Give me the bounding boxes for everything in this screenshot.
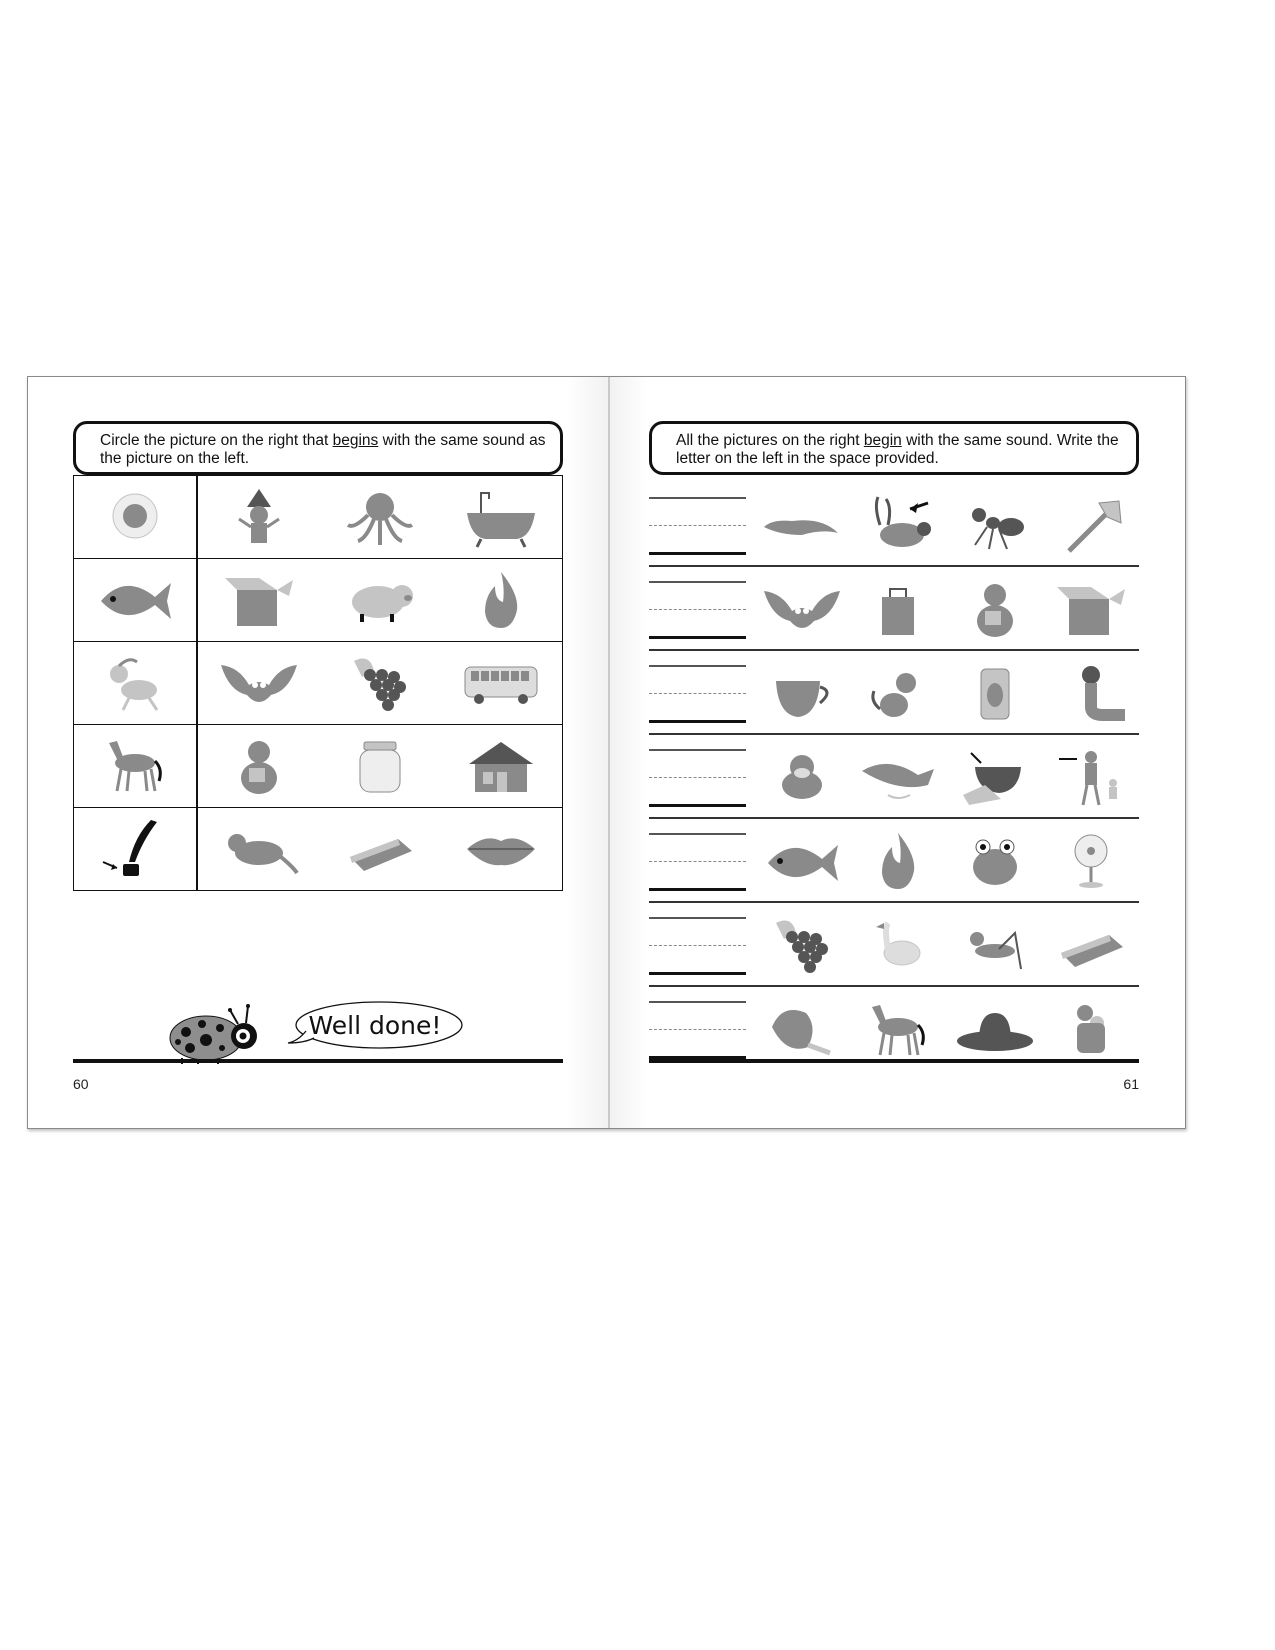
instruction-text: Circle the picture on the right that (100, 432, 333, 449)
well-done-text: Well done! (308, 1011, 442, 1040)
fire-picture-icon (858, 829, 938, 893)
row-picture (1046, 490, 1136, 560)
alligator-picture-icon (762, 493, 842, 557)
table-row (74, 808, 563, 891)
prompt-picture-cell (74, 808, 198, 891)
fish-picture-icon (95, 567, 175, 631)
letter-row (649, 651, 1139, 735)
ink-picture-icon (95, 816, 175, 880)
row-picture (1046, 826, 1136, 896)
gum-picture-icon (340, 817, 420, 881)
page-number-left: 60 (73, 1076, 89, 1092)
row-picture (757, 490, 847, 560)
row-picture (1046, 574, 1136, 644)
horse-picture-icon (95, 733, 175, 797)
cup-picture-icon (762, 661, 842, 725)
gum-picture-icon (1051, 913, 1131, 977)
choice-picture[interactable] (456, 731, 546, 801)
prompt-picture-cell (74, 559, 198, 642)
row-picture (1046, 994, 1136, 1064)
writing-baseline (649, 804, 746, 807)
page-number-right: 61 (1123, 1076, 1139, 1092)
row-picture (1046, 910, 1136, 980)
axe-picture-icon (1051, 493, 1131, 557)
writing-top-line (649, 497, 746, 499)
frog-picture-icon (955, 829, 1035, 893)
choice-picture[interactable] (214, 648, 304, 718)
letter-writing-space[interactable] (649, 911, 746, 973)
letter-writing-space[interactable] (649, 491, 746, 553)
writing-dashed-midline (649, 1029, 746, 1030)
writing-baseline (649, 720, 746, 723)
writing-dashed-midline (649, 861, 746, 862)
letter-row (649, 567, 1139, 651)
instruction-text: with the same sound. Write the letter on the left in the space provided. (676, 432, 1119, 467)
row-picture (950, 574, 1040, 644)
choice-pictures-cell (197, 559, 563, 642)
choice-picture[interactable] (456, 814, 546, 884)
letter-row (649, 735, 1139, 819)
table-row (74, 559, 563, 642)
choice-picture[interactable] (214, 482, 304, 552)
right-baseline (649, 1059, 1139, 1063)
choice-picture[interactable] (214, 731, 304, 801)
choice-picture[interactable] (456, 565, 546, 635)
hat-picture-icon (955, 997, 1035, 1061)
right-instruction-box (649, 421, 1139, 475)
letter-writing-space[interactable] (649, 827, 746, 889)
bat-picture-icon (762, 577, 842, 641)
writing-dashed-midline (649, 945, 746, 946)
choice-pictures-cell (197, 476, 563, 559)
bear-picture-icon (219, 734, 299, 798)
row-picture (853, 490, 943, 560)
choice-picture[interactable] (335, 731, 425, 801)
pig-picture-icon (340, 568, 420, 632)
choice-picture[interactable] (456, 648, 546, 718)
dog-picture-icon (762, 745, 842, 809)
writing-dashed-midline (649, 777, 746, 778)
prompt-picture-cell (74, 642, 198, 725)
row-picture (853, 994, 943, 1064)
row-picture (757, 742, 847, 812)
fan-picture-icon (1051, 829, 1131, 893)
writing-top-line (649, 749, 746, 751)
left-baseline (73, 1059, 563, 1063)
egg-picture-icon (95, 484, 175, 548)
choice-picture[interactable] (214, 814, 304, 884)
bag-picture-icon (858, 577, 938, 641)
row-picture (853, 742, 943, 812)
letter-writing-space[interactable] (649, 575, 746, 637)
antlers-picture-icon (858, 493, 938, 557)
fire-picture-icon (461, 568, 541, 632)
letter-writing-space[interactable] (649, 743, 746, 805)
bathtub-picture-icon (461, 485, 541, 549)
row-picture (757, 826, 847, 896)
writing-baseline (649, 552, 746, 555)
box-picture-icon (1051, 577, 1131, 641)
row-picture (853, 910, 943, 980)
row-picture (950, 490, 1040, 560)
ant-picture-icon (955, 493, 1035, 557)
row-picture (950, 994, 1040, 1064)
lips-picture-icon (461, 817, 541, 881)
instruction-keyword: begin (863, 432, 902, 449)
dip-picture-icon (955, 745, 1035, 809)
bat-picture-icon (219, 651, 299, 715)
right-page (610, 377, 1185, 1128)
writing-top-line (649, 833, 746, 835)
instruction-keyword: begins (332, 432, 379, 449)
row-picture (950, 658, 1040, 728)
writing-baseline (649, 636, 746, 639)
prompt-picture-cell (74, 725, 198, 808)
choice-picture[interactable] (335, 648, 425, 718)
house-picture-icon (461, 734, 541, 798)
row-pictures (754, 655, 1139, 731)
instruction-text: All the pictures on the right (676, 432, 864, 449)
row-picture (950, 826, 1040, 896)
jar-picture-icon (340, 734, 420, 798)
table-row (74, 642, 563, 725)
grasshopper-picture-icon (955, 913, 1035, 977)
row-picture (950, 742, 1040, 812)
instruction-text: with the same sound as the picture on the left. (100, 432, 546, 467)
elf-picture-icon (219, 485, 299, 549)
choice-pictures-cell (197, 808, 563, 891)
writing-top-line (649, 917, 746, 919)
row-picture (853, 574, 943, 644)
choice-picture[interactable] (335, 814, 425, 884)
letter-row (649, 819, 1139, 903)
octopus-picture-icon (340, 485, 420, 549)
goat-picture-icon (95, 650, 175, 714)
choice-picture[interactable] (456, 482, 546, 552)
letter-writing-space[interactable] (649, 659, 746, 721)
row-pictures (754, 823, 1139, 899)
bus-picture-icon (461, 651, 541, 715)
left-page (28, 377, 608, 1128)
row-pictures (754, 991, 1139, 1067)
letter-row (649, 903, 1139, 987)
writing-top-line (649, 665, 746, 667)
row-picture (950, 910, 1040, 980)
writing-dashed-midline (649, 693, 746, 694)
prompt-picture-cell (74, 476, 198, 559)
row-pictures (754, 487, 1139, 563)
choice-picture[interactable] (335, 565, 425, 635)
hug-picture-icon (1051, 997, 1131, 1061)
row-picture (757, 994, 847, 1064)
row-picture (757, 910, 847, 980)
cat-picture-icon (858, 661, 938, 725)
iguana-picture-icon (219, 817, 299, 881)
row-picture (1046, 658, 1136, 728)
writing-dashed-midline (649, 525, 746, 526)
grapes-picture-icon (762, 913, 842, 977)
writing-baseline (649, 888, 746, 891)
row-picture (853, 826, 943, 896)
choice-picture[interactable] (335, 482, 425, 552)
grapes-picture-icon (340, 651, 420, 715)
caterpillar-picture-icon (1051, 661, 1131, 725)
letter-writing-space[interactable] (649, 995, 746, 1057)
choice-pictures-cell (197, 725, 563, 808)
box-picture-icon (219, 568, 299, 632)
row-pictures (754, 739, 1139, 815)
table-row (74, 476, 563, 559)
workbook-spread (27, 376, 1186, 1129)
goose-picture-icon (858, 913, 938, 977)
choice-pictures-cell (197, 642, 563, 725)
row-pictures (754, 907, 1139, 983)
left-instruction-box (73, 421, 563, 475)
picture-match-table (73, 475, 563, 891)
writing-dashed-midline (649, 609, 746, 610)
row-picture (853, 658, 943, 728)
row-picture (757, 574, 847, 644)
row-picture (757, 658, 847, 728)
letter-row (649, 483, 1139, 567)
row-picture (1046, 742, 1136, 812)
table-row (74, 725, 563, 808)
dolphin-picture-icon (858, 745, 938, 809)
horse-picture-icon (858, 997, 938, 1061)
ham-picture-icon (762, 997, 842, 1061)
can-picture-icon (955, 661, 1035, 725)
ladybug-icon (168, 1002, 263, 1064)
fish-picture-icon (762, 829, 842, 893)
writing-top-line (649, 581, 746, 583)
writing-baseline (649, 972, 746, 975)
writing-top-line (649, 1001, 746, 1003)
choice-picture[interactable] (214, 565, 304, 635)
row-pictures (754, 571, 1139, 647)
dad-picture-icon (1051, 745, 1131, 809)
bear-picture-icon (955, 577, 1035, 641)
